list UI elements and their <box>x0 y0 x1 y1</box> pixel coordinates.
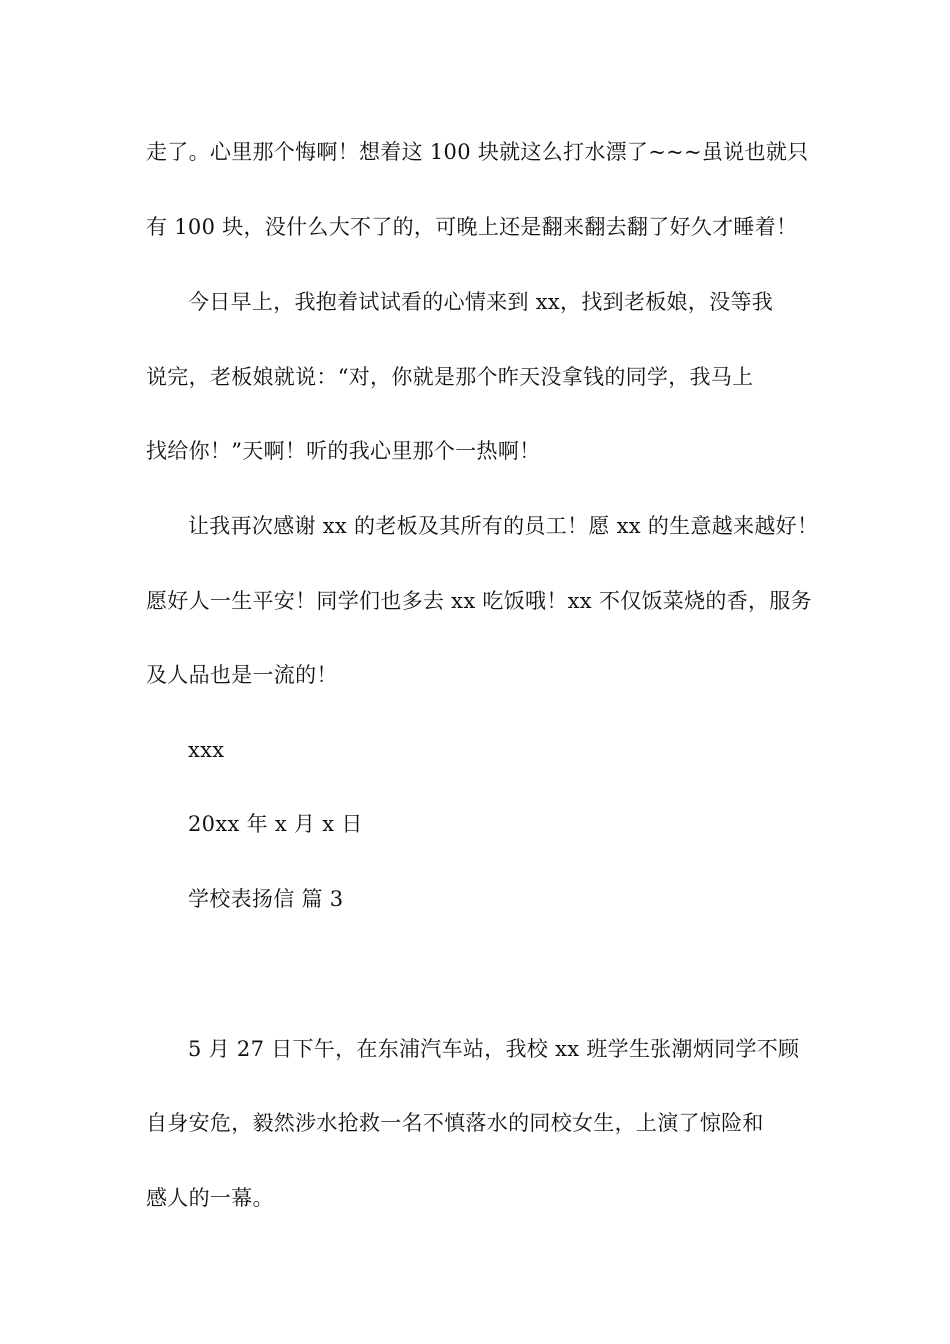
text-line-7: 愿好人一生平安！同学们也多去 xx 吃饭哦！xx 不仅饭菜烧的香，服务 <box>146 589 812 613</box>
text-line-8: 及人品也是一流的！ <box>146 663 338 687</box>
section-title: 学校表扬信 篇 3 <box>188 887 344 911</box>
text-line-3: 今日早上，我抱着试试看的心情来到 xx，找到老板娘，没等我 <box>188 290 774 314</box>
text-line-4: 说完，老板娘就说：“对，你就是那个昨天没拿钱的同学，我马上 <box>146 365 754 389</box>
text-line-9: 5 月 27 日下午，在东浦汽车站，我校 xx 班学生张潮炳同学不顾 <box>188 1037 800 1061</box>
text-line-10: 自身安危，毅然涉水抢救一名不慎落水的同校女生，上演了惊险和 <box>146 1111 764 1135</box>
text-line-1: 走了。心里那个悔啊！想着这 100 块就这么打水漂了~~~虽说也就只 <box>146 140 809 164</box>
text-line-6: 让我再次感谢 xx 的老板及其所有的员工！愿 xx 的生意越来越好！ <box>188 514 819 538</box>
text-line-11: 感人的一幕。 <box>146 1186 274 1210</box>
text-line-2: 有 100 块，没什么大不了的，可晚上还是翻来翻去翻了好久才睡着！ <box>146 215 798 239</box>
signature-name: xxx <box>188 738 225 762</box>
signature-date: 20xx 年 x 月 x 日 <box>188 812 363 836</box>
text-line-5: 找给你！”天啊！听的我心里那个一热啊！ <box>146 439 541 463</box>
